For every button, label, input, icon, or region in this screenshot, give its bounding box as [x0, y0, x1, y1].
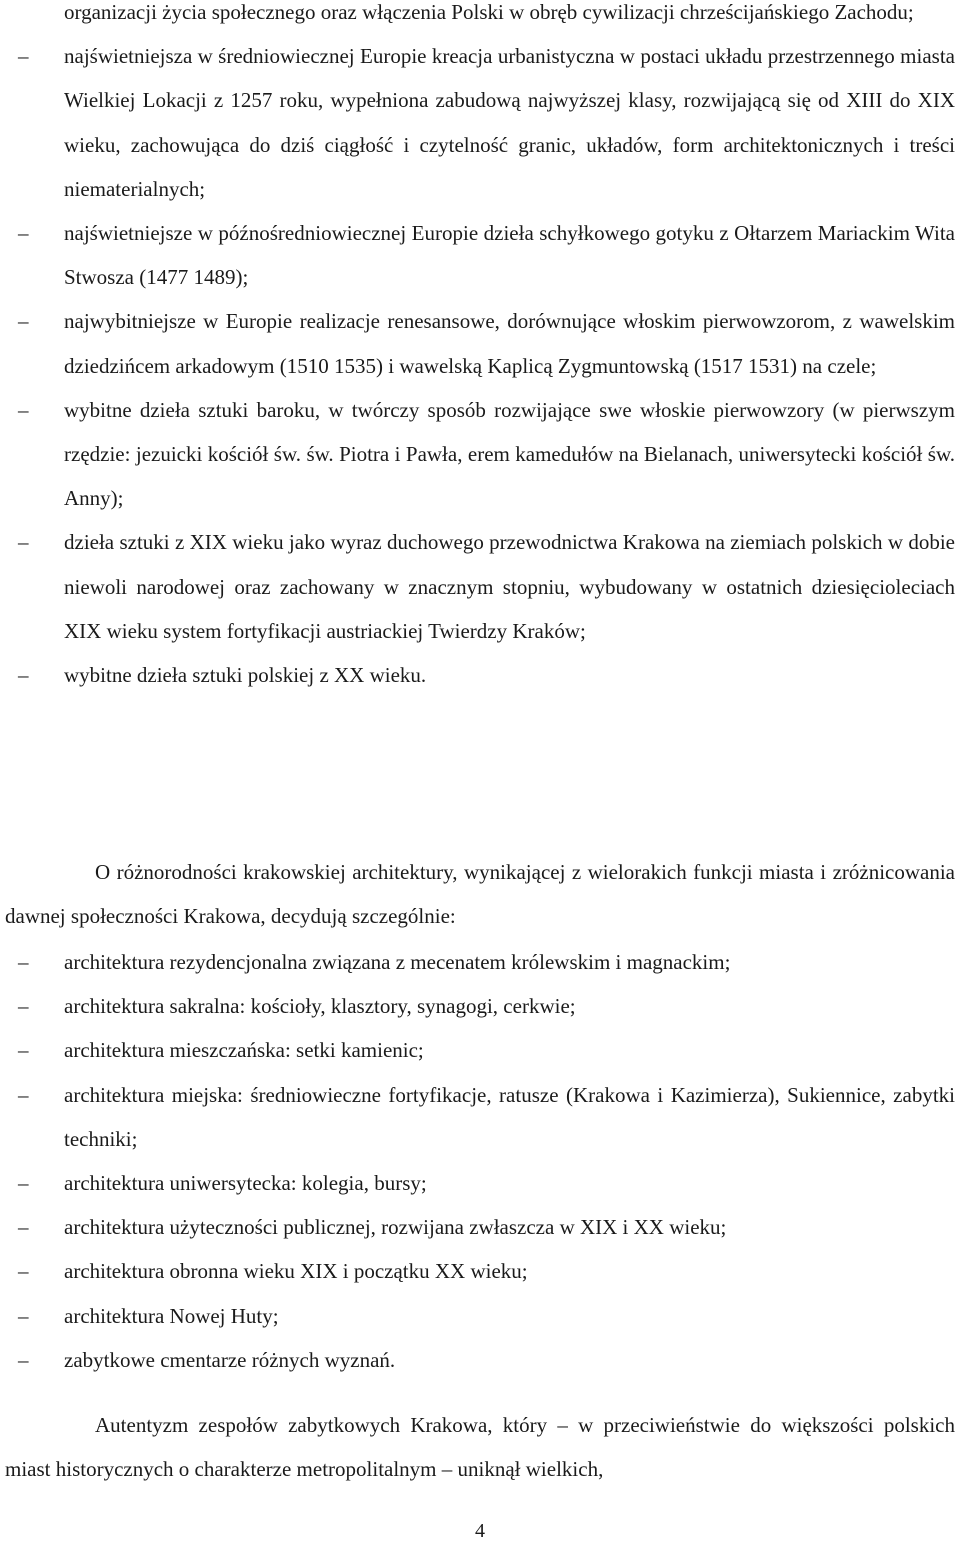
dash-bullet: – — [18, 1259, 29, 1284]
dash-bullet: – — [18, 1171, 29, 1196]
dash-bullet: – — [18, 221, 29, 246]
list-item-text: najświetniejsze w późnośredniowiecznej Europie dzieła schyłkowego gotyku z Ołtarzem Mariackim Wita Stwosza (1477 1489); — [64, 221, 955, 290]
diversity-paragraph: O różnorodności krakowskiej architektury, wynikającej z wielorakich funkcji miasta i zróżnicowania dawnej społeczności Krakowa, decydują szczególnie: — [5, 860, 955, 928]
dash-bullet: – — [18, 1347, 29, 1372]
dash-bullet: – — [18, 1303, 29, 1328]
list-item — [0, 1338, 960, 1382]
list-item-text: architektura rezydencjonalna związana z mecenatem królewskim i magnackim; — [64, 950, 731, 974]
list-item — [0, 653, 960, 697]
list-item — [0, 34, 960, 211]
dash-bullet: – — [18, 950, 29, 974]
list-item — [0, 1161, 960, 1205]
dash-bullet: – — [18, 530, 29, 555]
dash-bullet: – — [18, 1215, 29, 1240]
list-item-text: wybitne dzieła sztuki baroku, w twórczy sposób rozwijające swe włoskie pierwowzory (w pierwszym rzędzie: jezuicki kościół św. św. Piotra i Pawła, erem kamedułów na Bielanach, uniwersytecki kościół św. Anny); — [64, 397, 955, 511]
list-item — [0, 0, 960, 34]
list-item — [0, 388, 960, 521]
list-item-text: najwybitniejsze w Europie realizacje renesansowe, dorównujące włoskim pierwowzorom, z wawelskim dziedzińcem arkadowym (1510 1535) i wawelską Kaplicą Zygmuntowską (1517 1531) na czele; — [64, 309, 955, 378]
dash-bullet: – — [18, 663, 29, 688]
list-item-text: architektura mieszczańska: setki kamienic; — [64, 1038, 424, 1063]
list-item-text: architektura użyteczności publicznej, rozwijana zwłaszcza w XIX i XX wieku; — [64, 1215, 727, 1240]
list-item-text: architektura Nowej Huty; — [64, 1303, 279, 1328]
list-item-text: wybitne dzieła sztuki polskiej z XX wieku. — [64, 663, 427, 688]
dash-bullet: – — [18, 1082, 29, 1107]
dash-bullet: – — [18, 1038, 29, 1063]
list-item-text: zabytkowe cmentarze różnych wyznań. — [64, 1347, 396, 1372]
list-item — [0, 940, 960, 984]
architecture-types-list — [0, 940, 960, 1382]
dash-bullet: – — [18, 309, 29, 334]
list-item — [0, 1073, 960, 1161]
list-item-text: dzieła sztuki z XIX wieku jako wyraz duchowego przewodnictwa Krakowa na ziemiach polskich w dobie niewoli narodowej oraz zachowany w znacznym stopniu, wybudowany w ostatnich dziesięcioleciach XIX wieku system fortyfikacji austriackiej Twierdzy Kraków; — [64, 530, 955, 643]
list-item-text: najświetniejsza w średniowiecznej Europie kreacja urbanistyczna w postaci układu przestrzennego miasta Wielkiej Lokacji z 1257 roku, wypełniona zabudową najwyższej klasy, rozwijającą się od XIII do XIX wieku, zachowująca do dziś ciągłość i czytelność granic, układów, form architektonicznych i treści niematerialnych; — [64, 44, 955, 201]
list-item — [0, 1249, 960, 1293]
list-item — [0, 1028, 960, 1072]
list-item-text: organizacji życia społecznego oraz włączenia Polski w obręb cywilizacji chrześcijańskiego Zachodu; — [64, 0, 914, 24]
dash-bullet: – — [18, 397, 29, 422]
list-item-text: architektura uniwersytecka: kolegia, bursy; — [64, 1171, 427, 1196]
list-item — [0, 520, 960, 653]
list-item-text: architektura obronna wieku XIX i początku XX wieku; — [64, 1259, 528, 1284]
list-item — [0, 1205, 960, 1249]
heritage-values-list — [0, 0, 960, 697]
list-item-text: architektura sakralna: kościoły, klasztory, synagogi, cerkwie; — [64, 994, 576, 1019]
list-item — [0, 211, 960, 299]
list-item-text: architektura miejska: średniowieczne fortyfikacje, ratusze (Krakowa i Kazimierza), Sukiennice, zabytki techniki; — [64, 1082, 955, 1151]
dash-bullet: – — [18, 44, 29, 69]
page-number: 4 — [475, 1520, 485, 1542]
list-item — [0, 299, 960, 387]
dash-bullet: – — [18, 994, 29, 1019]
list-item — [0, 984, 960, 1028]
list-item — [0, 1294, 960, 1338]
authenticity-paragraph: Autentyzm zespołów zabytkowych Krakowa, który – w przeciwieństwie do większości polskich miast historycznych o charakterze metropolitalnym – uniknął wielkich, — [5, 1413, 955, 1481]
